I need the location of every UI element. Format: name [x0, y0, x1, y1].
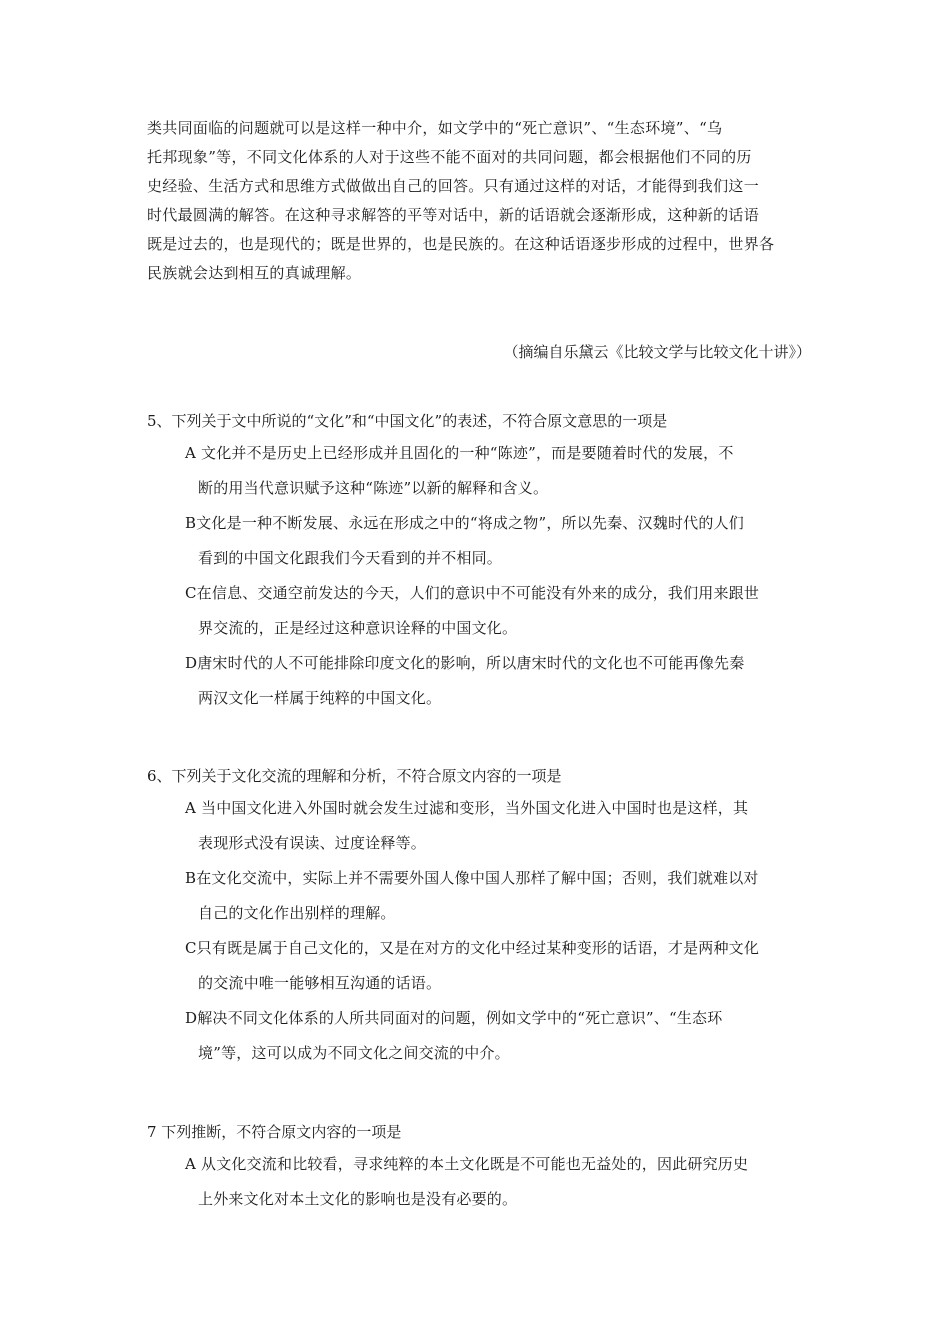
passage-line: 既是过去的，也是现代的；既是世界的，也是民族的。在这种话语逐步形成的过程中，世界各 — [147, 235, 775, 253]
source-citation: （摘编自乐黛云《比较文学与比较文化十讲》） — [503, 343, 811, 361]
question-6 — [147, 762, 811, 1071]
option-text: C只有既是属于自己文化的，又是在对方的文化中经过某种变形的话语，才是两种文化 — [185, 939, 760, 957]
passage-line: 时代最圆满的解答。在这种寻求解答的平等对话中，新的话语就会逐渐形成，这种新的话语 — [147, 206, 760, 224]
passage-line: 民族就会达到相互的真诚理解。 — [147, 264, 362, 282]
option-text-continued: 两汉文化一样属于纯粹的中国文化。 — [198, 689, 442, 707]
option-text-continued: 看到的中国文化跟我们今天看到的并不相同。 — [198, 549, 503, 567]
question-stem: 6、下列关于文化交流的理解和分析，不符合原文内容的一项是 — [147, 767, 562, 785]
option-text: B文化是一种不断发展、永远在形成之中的“将成之物”，所以先秦、汉魏时代的人们 — [185, 514, 744, 532]
option-text-continued: 的交流中唯一能够相互沟通的话语。 — [198, 974, 442, 992]
option-text: C在信息、交通空前发达的今天，人们的意识中不可能没有外来的成分，我们用来跟世 — [185, 584, 760, 602]
passage-excerpt — [147, 114, 811, 288]
option-text-continued: 上外来文化对本土文化的影响也是没有必要的。 — [198, 1190, 518, 1208]
option-text-continued: 表现形式没有误读、过度诠释等。 — [198, 834, 427, 852]
option-a — [185, 791, 811, 861]
question-5 — [147, 407, 811, 716]
option-text: B在文化交流中，实际上并不需要外国人像中国人那样了解中国；否则，我们就难以对 — [185, 869, 759, 887]
question-stem: 7 下列推断，不符合原文内容的一项是 — [147, 1123, 402, 1141]
option-b — [185, 506, 811, 576]
option-c — [185, 576, 811, 646]
option-a — [185, 436, 811, 506]
option-d — [185, 646, 811, 716]
passage-line: 类共同面临的问题就可以是这样一种中介，如文学中的“死亡意识”、“生态环境”、“乌 — [147, 119, 723, 137]
passage-line: 史经验、生活方式和思维方式做做出自己的回答。只有通过这样的对话，才能得到我们这一 — [147, 177, 760, 195]
option-text-continued: 境”等，这可以成为不同文化之间交流的中介。 — [198, 1044, 510, 1062]
option-text: A 从文化交流和比较看，寻求纯粹的本土文化既是不可能也无益处的，因此研究历史 — [185, 1155, 749, 1173]
option-text: D解决不同文化体系的人所共同面对的问题，例如文学中的“死亡意识”、“生态环 — [185, 1009, 723, 1027]
question-stem: 5、下列关于文中所说的“文化”和“中国文化”的表述，不符合原文意思的一项是 — [147, 412, 668, 430]
option-b — [185, 861, 811, 931]
passage-line: 托邦现象”等，不同文化体系的人对于这些不能不面对的共同问题，都会根据他们不同的历 — [147, 148, 752, 166]
option-text-continued: 界交流的，正是经过这种意识诠释的中国文化。 — [198, 619, 518, 637]
option-c — [185, 931, 811, 1001]
option-a — [185, 1147, 811, 1217]
question-7 — [147, 1118, 811, 1217]
option-text: D唐宋时代的人不可能排除印度文化的影响，所以唐宋时代的文化也不可能再像先秦 — [185, 654, 745, 672]
option-text-continued: 自己的文化作出别样的理解。 — [198, 904, 396, 922]
option-text-continued: 断的用当代意识赋予这种“陈迹”以新的解释和含义。 — [198, 479, 549, 497]
option-text: A 当中国文化进入外国时就会发生过滤和变形，当外国文化进入中国时也是这样，其 — [185, 799, 749, 817]
option-d — [185, 1001, 811, 1071]
option-text: A 文化并不是历史上已经形成并且固化的一种“陈迹”，而是要随着时代的发展，不 — [185, 444, 734, 462]
